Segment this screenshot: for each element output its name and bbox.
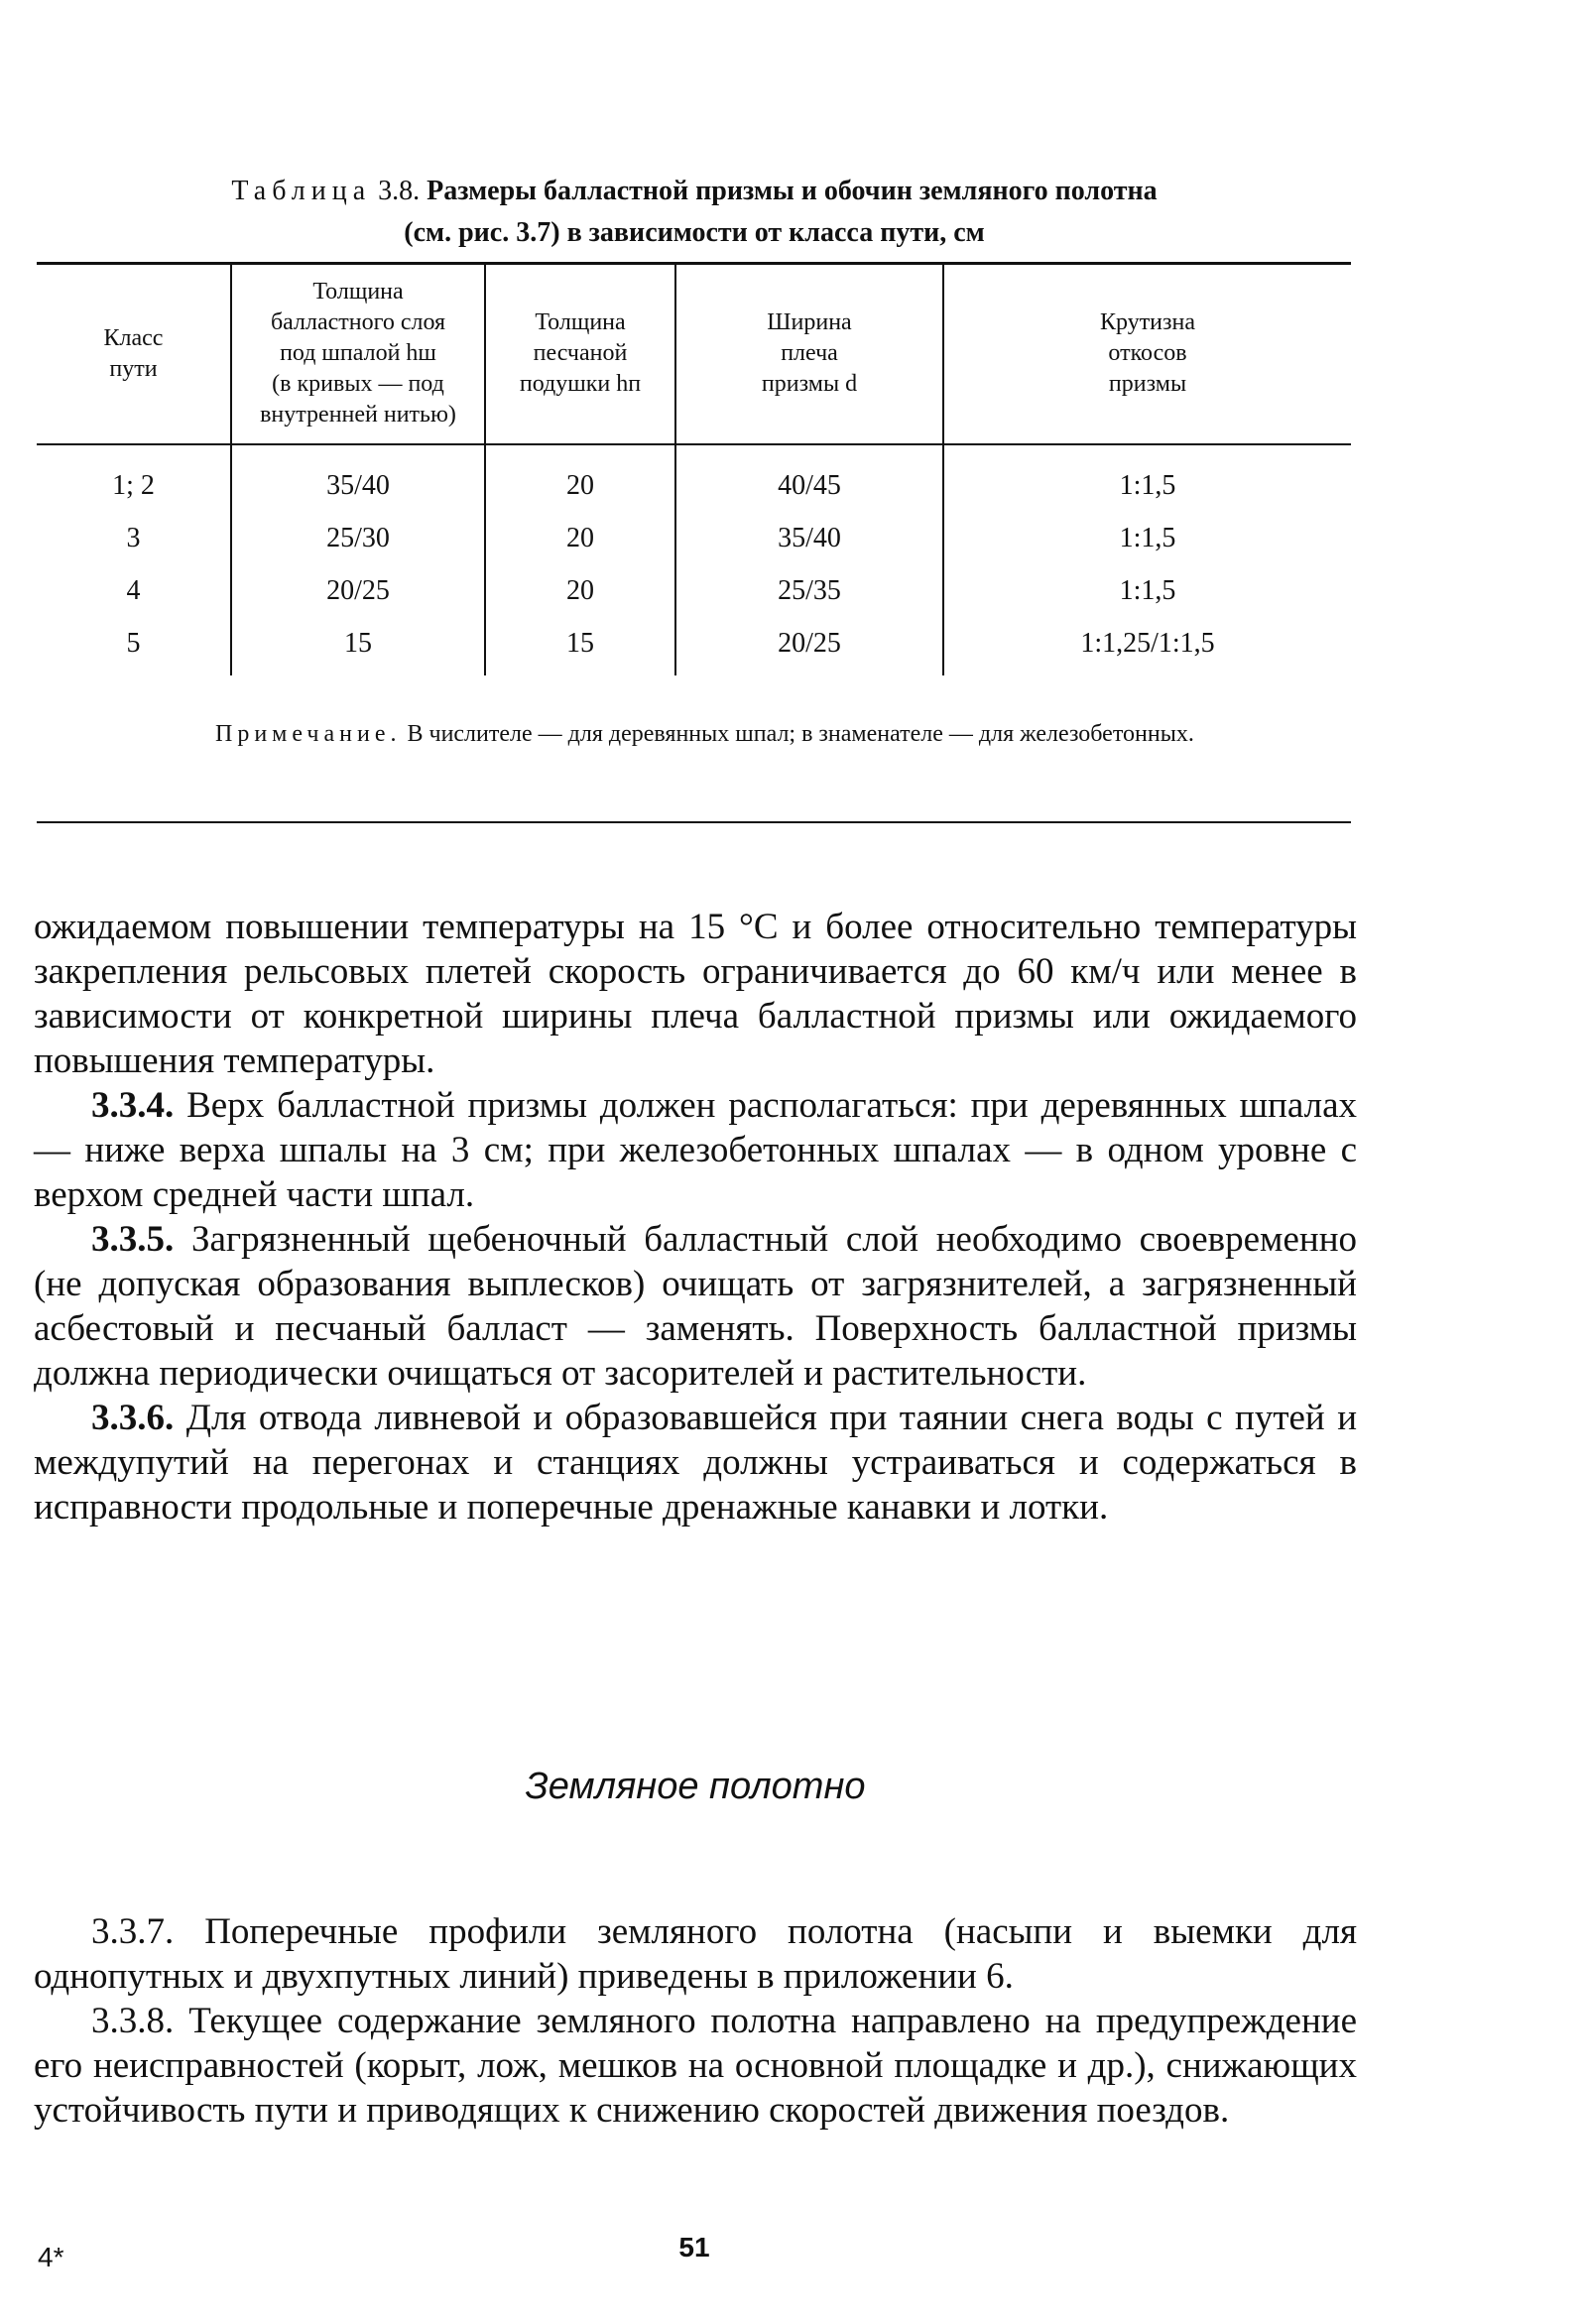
table-caption [40,171,1349,254]
table-note [37,714,1351,755]
ballast-table-wrapper [37,262,1351,675]
body-paragraph [34,1217,1357,1396]
table-cell: 1:1,5 [943,512,1351,564]
paragraph-number: 3.3.5. [91,1219,175,1260]
signature-mark: 4* [38,2242,64,2272]
table-header-cell [37,264,231,444]
table-cell: 15 [231,617,485,675]
table-header-line: Толщина [312,279,404,306]
table-cell: 15 [485,617,675,675]
table-row [37,564,1351,617]
paragraph-number: 3.3.8. [91,2001,175,2041]
body-paragraph [34,905,1357,1083]
table-bottom-rule [37,821,1351,823]
table-header-line: подушки hп [519,371,642,398]
table-header-line: (в кривых — под [272,371,444,398]
body-paragraph [34,1396,1357,1529]
paragraph-text: Текущее содержание земляного полотна направлено на предупреждение его неисправностей (корыт, лож, мешков на основной площадке и др.), снижающих устойчивость пути и приводящих к снижению скоростей движения поездов. [34,2001,1357,2131]
section-title: Земляное полотно [525,1766,866,1807]
body-text-section-1 [34,905,1357,1529]
table-header-line: Класс [103,324,164,351]
table-cell: 25/30 [231,512,485,564]
table-header-line: под шпалой hш [280,340,436,367]
table-header-line: Крутизна [1100,309,1195,336]
table-cell: 40/45 [675,444,943,512]
table-caption-line2 [40,212,1349,254]
table-cell: 1:1,5 [943,564,1351,617]
table-cell: 20 [485,564,675,617]
table-cell: 20 [485,512,675,564]
table-header-row [37,264,1351,444]
paragraph-text: Загрязненный щебеночный балластный слой необходимо своевременно (не допуская образования выплесков) очищать от загрязнителей, а загрязненный асбестовый и песчаный балласт — заменять. Поверхность балластной призмы должна периодически очищаться от засорителей и растительности. [34,1219,1357,1394]
table-cell: 25/35 [675,564,943,617]
table-header-line: откосов [1108,340,1187,367]
body-paragraph [34,1909,1357,1999]
body-paragraph [34,1083,1357,1217]
paragraph-text: Для отвода ливневой и образовавшейся при таянии снега воды с путей и междупутий на перегонах и станциях должны устраиваться и содержаться в исправности продольные и поперечные дренажные канавки и лотки. [34,1398,1357,1528]
table-header-line: призмы [1108,371,1187,398]
paragraph-text: Поперечные профили земляного полотна (насыпи и выемки для однопутных и двухпутных линий) приведены в приложении 6. [34,1911,1357,1997]
table-header-cell [675,264,943,444]
table-caption-number: 3.8. [378,176,421,206]
table-header-line: плеча [781,340,838,367]
table-caption-title-line2: (см. рис. 3.7) в зависимости от класса пути, см [404,217,985,248]
table-cell: 4 [126,574,141,606]
table-header-line: Толщина [535,309,626,336]
table-cell: 5 [126,627,141,659]
body-paragraph [34,1999,1357,2133]
table-header-line: Ширина [767,309,852,336]
table-cell: 20 [485,444,675,512]
paragraph-number: 3.3.6. [91,1398,175,1438]
table-caption-line1 [40,171,1349,212]
table-header-cell [231,264,485,444]
table-header-cell [485,264,675,444]
paragraph-text: ожидаемом повышении температуры на 15 °С и более относительно температуры закрепления рельсовых плетей скорость ограничивается до 60 км/ч или менее в зависимости от конкретной ширины плеча балластной призмы или ожидаемого повышения температуры. [34,907,1357,1081]
ballast-table [37,262,1351,675]
table-cell: 20/25 [231,564,485,617]
table-cell: 1:1,5 [943,444,1351,512]
table-header-line: балластного слоя [270,309,446,336]
table-header-cell [943,264,1351,444]
paragraph-number: 3.3.4. [91,1085,175,1126]
body-text-section-2 [34,1909,1357,2133]
page-number: 51 [678,2232,710,2263]
table-body [37,444,1351,675]
table-header-line: пути [109,355,158,382]
table-cell: 35/40 [675,512,943,564]
paragraph-text: Верх балластной призмы должен располагаться: при деревянных шпалах — ниже верха шпалы на 3 см; при железобетонных шпалах — в одном уровне с верхом средней части шпал. [34,1085,1357,1215]
table-header-line: призмы d [761,371,858,398]
paragraph-number: 3.3.7. [91,1911,175,1952]
table-caption-title-line1: Размеры балластной призмы и обочин земляного полотна [427,176,1158,206]
table-row [37,617,1351,675]
table-cell: 1; 2 [112,469,155,501]
table-header-line: песчаной [533,340,628,367]
table-row [37,444,1351,512]
table-caption-label: Таблица [231,176,372,206]
table-header-line: внутренней нитью) [260,402,456,428]
table-cell: 35/40 [231,444,485,512]
table-note-label: Примечание. [215,721,402,747]
table-cell: 1:1,25/1:1,5 [943,617,1351,675]
table-row [37,512,1351,564]
table-cell: 3 [126,522,141,553]
table-note-text: В числителе — для деревянных шпал; в знаменателе — для железобетонных. [407,721,1194,747]
table-cell: 20/25 [675,617,943,675]
